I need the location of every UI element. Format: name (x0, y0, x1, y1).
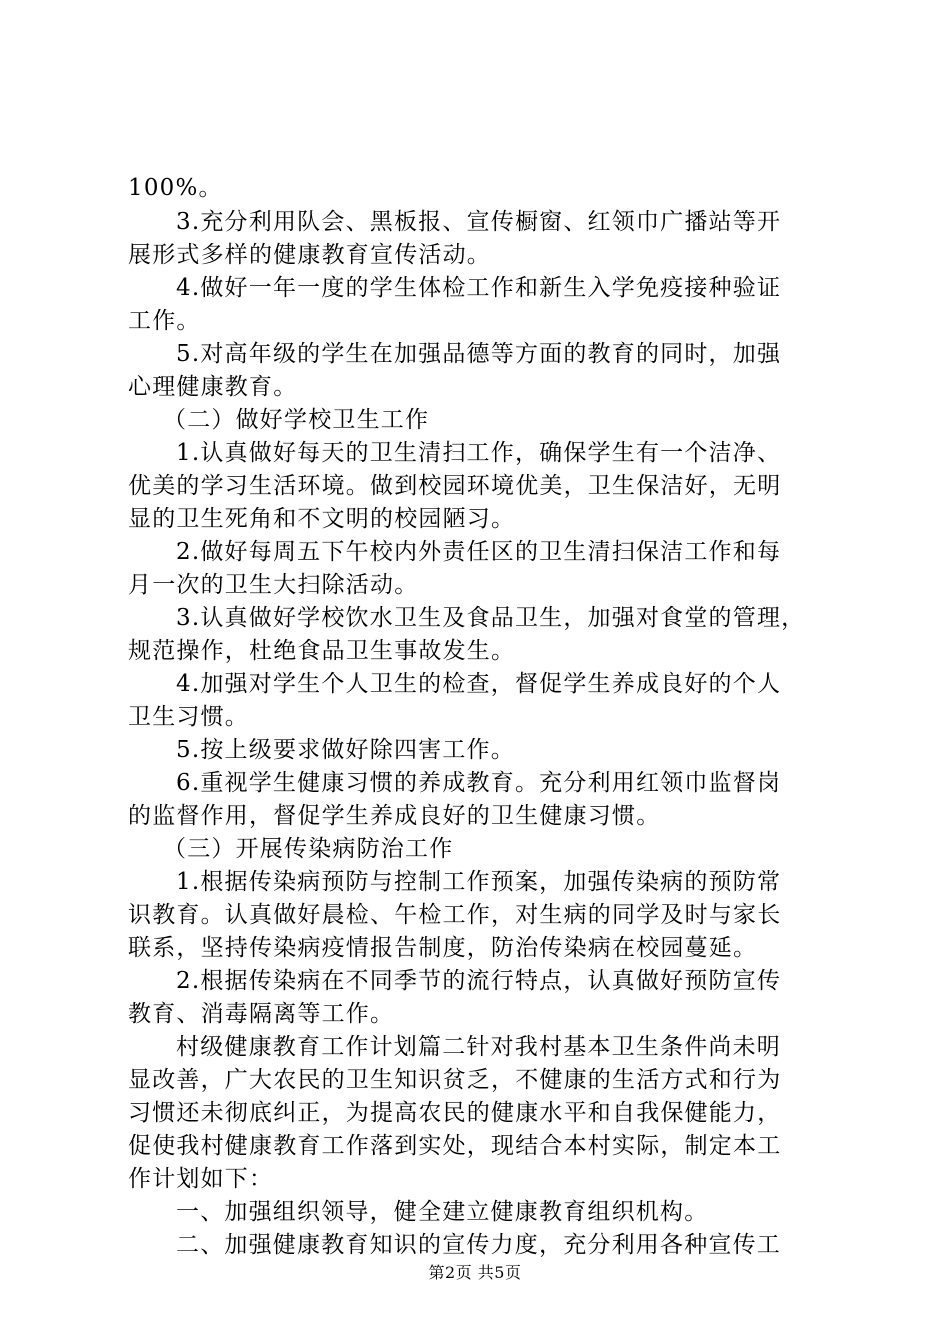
text-line: 二、加强健康教育知识的宣传力度，充分利用各种宣传工 (176, 1232, 781, 1258)
text-line: 4.加强对学生个人卫生的检查，督促学生养成良好的个人 (176, 671, 782, 697)
text-line: 规范操作，杜绝食品卫生事故发生。 (128, 638, 516, 664)
text-line: 心理健康教育。 (128, 374, 298, 400)
text-line: 卫生习惯。 (128, 704, 249, 730)
text-line: 1.根据传染病预防与控制工作预案，加强传染病的预防常 (176, 869, 782, 895)
text-line: 月一次的卫生大扫除活动。 (128, 572, 419, 598)
text-line: 促使我村健康教育工作落到实处，现结合本村实际，制定本工 (128, 1133, 782, 1159)
text-line: 优美的学习生活环境。做到校园环境优美，卫生保洁好，无明 (128, 473, 782, 499)
section-heading: （二）做好学校卫生工作 (163, 407, 430, 433)
text-line: 3.认真做好学校饮水卫生及食品卫生，加强对食堂的管理， (176, 605, 806, 631)
text-line: 6.重视学生健康习惯的养成教育。充分利用红领巾监督岗 (176, 770, 782, 796)
text-line: 的监督作用，督促学生养成良好的卫生健康习惯。 (128, 803, 661, 829)
text-line: 5.按上级要求做好除四害工作。 (176, 737, 515, 763)
text-line: 2.根据传染病在不同季节的流行特点，认真做好预防宣传 (176, 968, 782, 994)
text-line: 展形式多样的健康教育宣传活动。 (128, 242, 491, 268)
section-heading: （三）开展传染病防治工作 (163, 836, 454, 862)
text-line: 1.认真做好每天的卫生清扫工作，确保学生有一个洁净、 (176, 440, 782, 466)
text-line: 习惯还未彻底纠正，为提高农民的健康水平和自我保健能力， (128, 1100, 782, 1126)
text-line: 识教育。认真做好晨检、午检工作，对生病的同学及时与家长 (128, 902, 782, 928)
text-line: 村级健康教育工作计划篇二针对我村基本卫生条件尚未明 (176, 1034, 781, 1060)
page-number-footer: 第2页 共5页 (428, 1263, 522, 1282)
text-line: 3.充分利用队会、黑板报、宣传橱窗、红领巾广播站等开 (176, 209, 782, 235)
text-line: 显的卫生死角和不文明的校园陋习。 (128, 506, 516, 532)
text-line: 工作。 (128, 308, 201, 334)
text-line: 2.做好每周五下午校内外责任区的卫生清扫保洁工作和每 (176, 539, 782, 565)
text-line: 显改善，广大农民的卫生知识贫乏，不健康的生活方式和行为 (128, 1067, 782, 1093)
text-line: 100%。 (128, 175, 223, 201)
text-line: 一、加强组织领导，健全建立健康教育组织机构。 (176, 1199, 709, 1225)
text-line: 5.对高年级的学生在加强品德等方面的教育的同时，加强 (176, 341, 782, 367)
text-line: 联系，坚持传染病疫情报告制度，防治传染病在校园蔓延。 (128, 935, 758, 961)
text-line: 4.做好一年一度的学生体检工作和新生入学免疫接种验证 (176, 275, 782, 301)
text-line: 作计划如下： (128, 1166, 274, 1192)
text-line: 教育、消毒隔离等工作。 (128, 1001, 395, 1027)
